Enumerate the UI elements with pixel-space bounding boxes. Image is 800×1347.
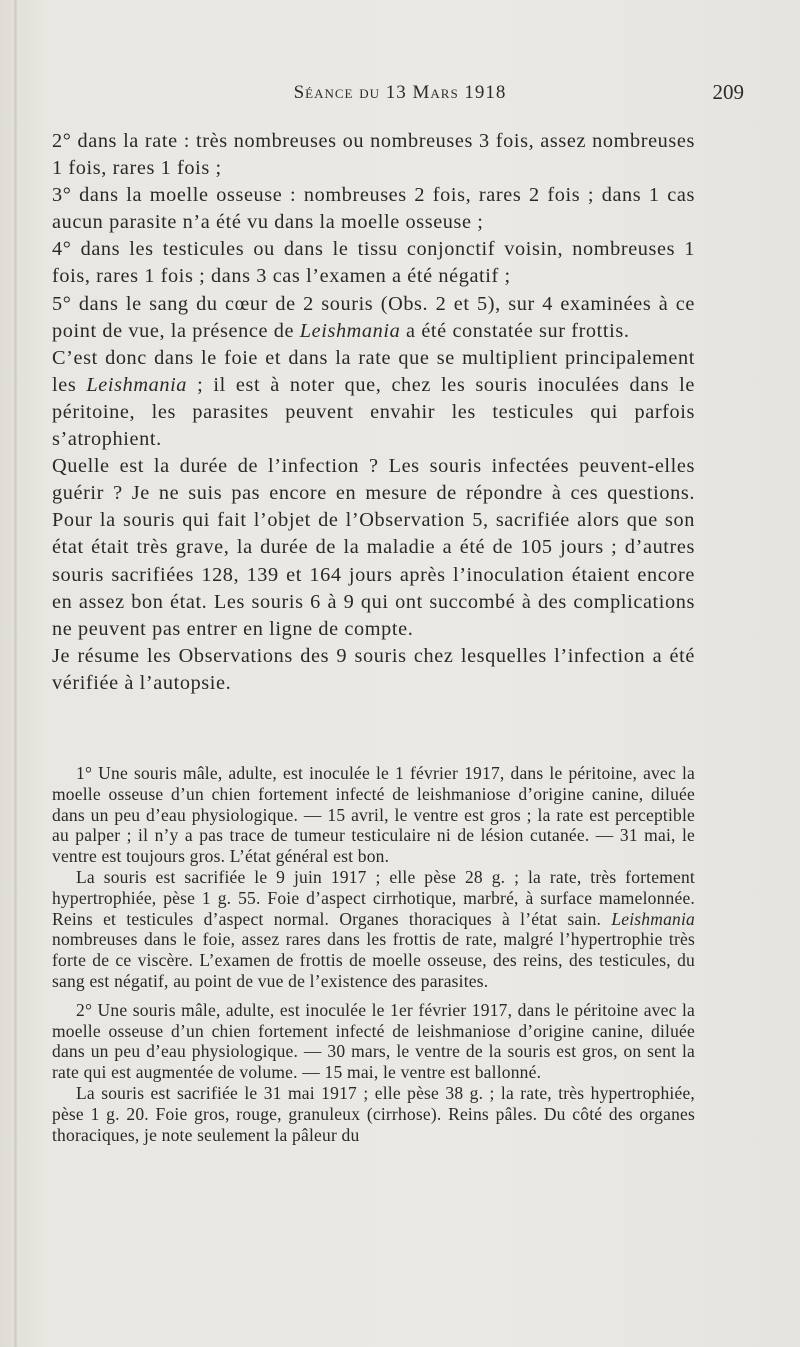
running-head: Séance du 13 Mars 1918 <box>293 82 507 103</box>
observation-2-inoculation: 2° Une souris mâle, adulte, est inoculée le 1er février 1917, dans le péritoine avec la moelle osseuse d’un chien fortement infecté de leishmaniose d’origine canine, diluée dans un peu d’eau physiologique. — 30 mars, le ventre de la souris est gros, on sent la rate qui est augmentée de volume. — 15 mai, le ventre est ballonné. <box>52 999 695 1083</box>
paragraph-bone-marrow: 3° dans la moelle osseuse : nombreuses 2 fois, rares 2 fois ; dans 1 cas aucun parasite n’a été vu dans la moelle osseuse ; <box>52 184 695 234</box>
paragraph-summary: Je résume les Observations des 9 souris chez lesquelles l’infection a été vérifiée à l’autopsie. <box>52 644 695 694</box>
observation-1-inoculation: 1° Une souris mâle, adulte, est inoculée le 1 février 1917, dans le péritoine, avec la moelle osseuse d’un chien fortement infecté de leishmaniose d’origine canine, diluée dans un peu d’eau physiologique. — 15 avril, le ventre est gros ; la rate est perceptible au palper ; il n’y a pas trace de tumeur testiculaire ni de lésion cutanée. — 31 mai, le ventre est toujours gros. L’état général est bon. <box>52 763 695 867</box>
paragraph-multiplication <box>52 345 695 453</box>
page-number: 209 <box>712 80 744 104</box>
paragraph-blood-text-a: 5° dans le sang du cœur de 2 souris (Obs. 2 et 5), sur 4 examinées à ce point de vue, la présence de <box>52 292 695 342</box>
observations-section <box>52 763 695 1153</box>
paragraph-blood-genus: Leishmania <box>299 319 401 342</box>
observation-1 <box>52 763 695 992</box>
paragraph-testicles: 4° dans les testicules ou dans le tissu conjonctif voisin, nombreuses 1 fois, rares 1 fois ; dans 3 cas l’examen a été négatif ; <box>52 238 695 288</box>
observation-1-autopsy-text-a: La souris est sacrifiée le 9 juin 1917 ; elle pèse 28 g. ; la rate, très fortement hypertrophiée, pèse 1 g. 55. Foie d’aspect cirrhotique, marbré, à surface mamelonnée. Reins et testicules d’aspect normal. Organes thoraciques à l’état sain. <box>52 866 695 929</box>
page-header <box>50 80 750 110</box>
paragraph-blood <box>52 291 695 345</box>
paragraph-multiplication-text-a: C’est donc dans le foie et dans la rate que se multiplient principalement les <box>52 346 695 396</box>
observation-1-autopsy-text-b: nombreuses dans le foie, assez rares dans les frottis de rate, malgré l’hypertrophie très forte de ce viscère. L’examen de frottis de moelle osseuse, des reins, des testicules, du sang est négatif, au point de vue de l’existence des parasites. <box>52 929 695 991</box>
paragraph-duration: Quelle est la durée de l’infection ? Les souris infectées peuvent-elles guérir ? Je ne suis pas encore en mesure de répondre à ces questions. Pour la souris qui fait l’objet de l’Observation 5, sacrifiée alors que son état était très grave, la durée de la maladie a été de 105 jours ; d’autres souris sacrifiées 128, 139 et 164 jours après l’inoculation étaient encore en assez bon état. Les souris 6 à 9 qui ont succombé à des complications ne peuvent pas entrer en ligne de compte. <box>52 455 695 640</box>
paragraph-blood-text-b: a été constatée sur frottis. <box>400 319 630 342</box>
page-gutter-shadow <box>14 0 17 1347</box>
paragraph-spleen: 2° dans la rate : très nombreuses ou nombreuses 3 fois, assez nombreuses 1 fois, rares 1 fois ; <box>52 130 695 180</box>
paragraph-multiplication-text-b: ; il est à noter que, chez les souris inoculées dans le péritoine, les parasites peuvent envahir les testicules qui parfois s’atrophient. <box>52 373 696 451</box>
observation-1-autopsy <box>52 867 695 992</box>
paragraph-multiplication-genus: Leishmania <box>86 373 188 396</box>
observation-2 <box>52 1000 695 1146</box>
observation-1-autopsy-genus: Leishmania <box>611 908 695 929</box>
main-text <box>52 128 695 697</box>
observation-2-autopsy: La souris est sacrifiée le 31 mai 1917 ; elle pèse 38 g. ; la rate, très hypertrophiée, pèse 1 g. 20. Foie gros, rouge, granuleux (cirrhose). Reins pâles. Du côté des organes thoraciques, je note seulement la pâleur du <box>52 1082 695 1145</box>
